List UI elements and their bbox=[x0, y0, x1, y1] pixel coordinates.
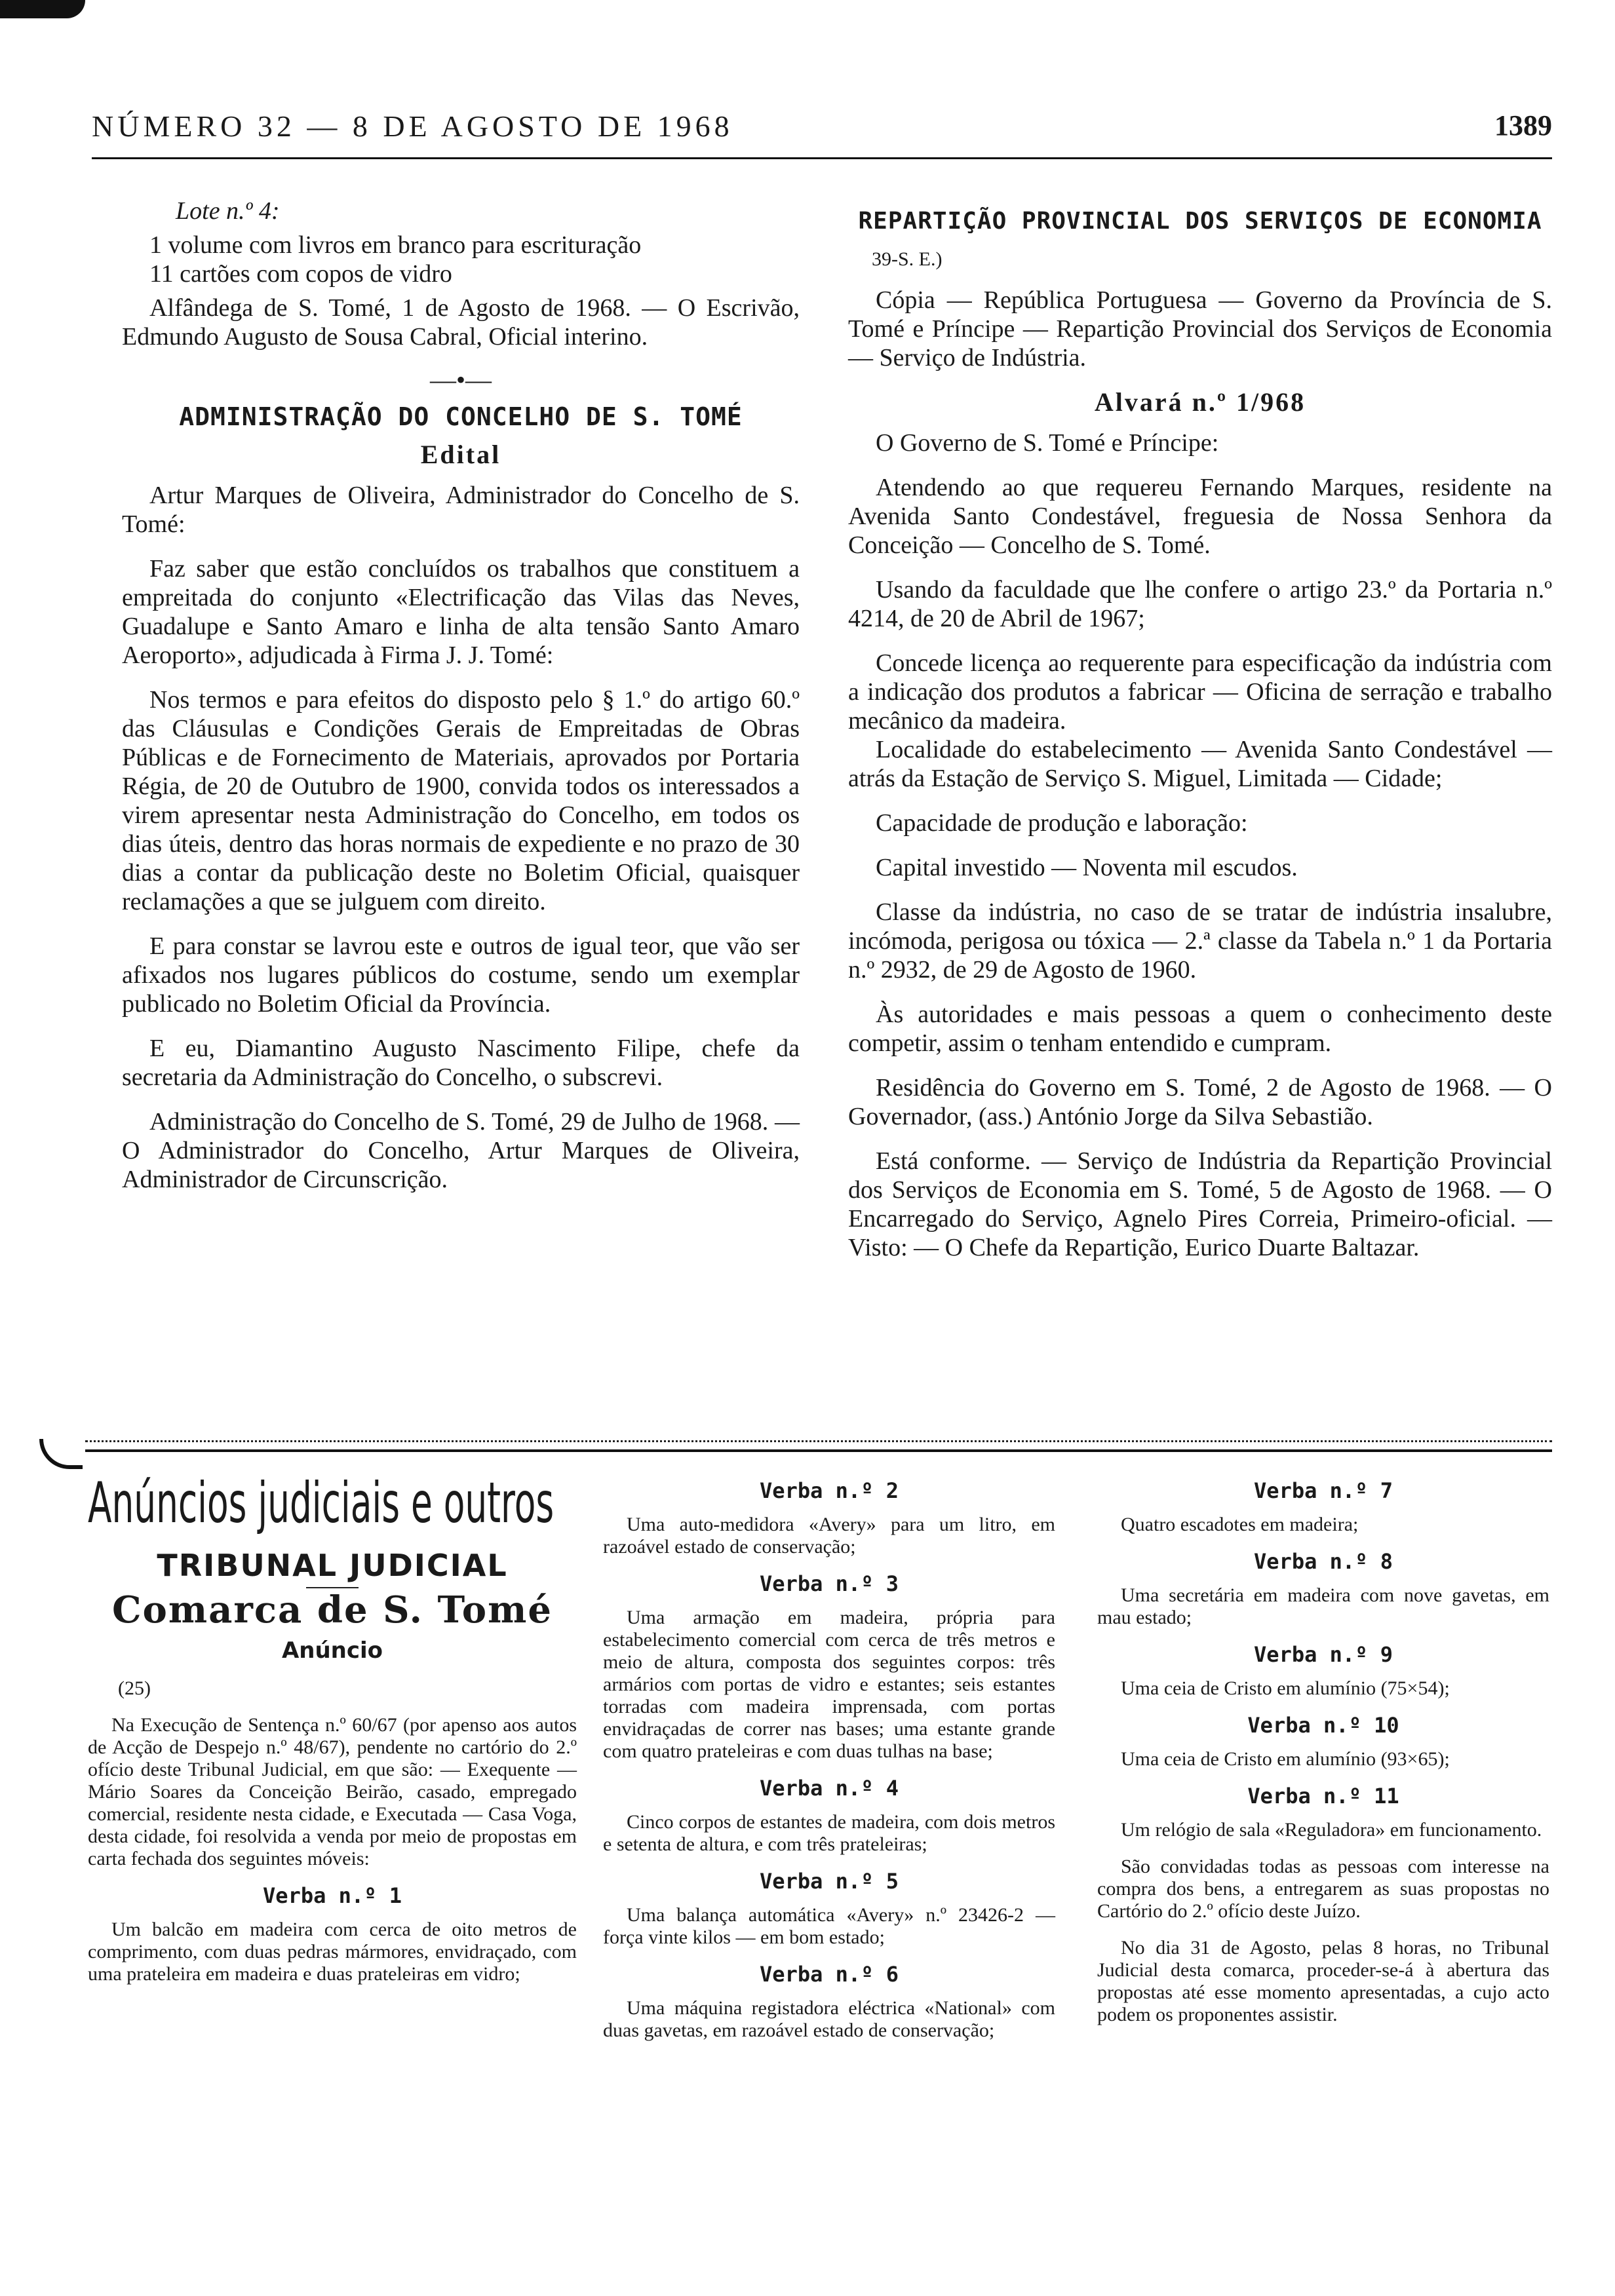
paragraph: O Governo de S. Tomé e Príncipe: bbox=[876, 429, 1219, 457]
paragraph: Localidade do estabelecimento — Avenida Santo Condestável — atrás da Estação de Serviço S. Miguel, Limitada — Cidade; bbox=[848, 736, 1552, 792]
section-subtitle: Edital bbox=[420, 440, 501, 469]
verba-title: Verba n.º 8 bbox=[1254, 1549, 1393, 1574]
paragraph: Atendendo ao que requereu Fernando Marques, residente na Avenida Santo Condestável, freguesia de Nossa Senhora da Conceição — Concelho de S. Tomé. bbox=[848, 474, 1552, 559]
lote-block bbox=[122, 197, 800, 351]
section-rule bbox=[85, 1449, 1552, 1452]
verba-text: Cinco corpos de estantes de madeira, com dois metros e setenta de altura, e com três prateleiras; bbox=[603, 1811, 1055, 1855]
verba-text: Quatro escadotes em madeira; bbox=[1121, 1514, 1359, 1535]
verba-title: Verba n.º 7 bbox=[1254, 1478, 1393, 1503]
verba-text: Uma secretária em madeira com nove gavetas, em mau estado; bbox=[1097, 1584, 1549, 1628]
verba-title: Verba n.º 9 bbox=[1254, 1642, 1393, 1667]
closing-paragraph: São convidadas todas as pessoas com interesse na compra dos bens, a entregarem as suas propostas no Cartório do 2.º ofício deste Juízo. bbox=[1097, 1856, 1549, 1922]
verba-title: Verba n.º 3 bbox=[760, 1571, 899, 1596]
verba-text: Uma ceia de Cristo em alumínio (93×65); bbox=[1121, 1748, 1450, 1770]
verba-title: Verba n.º 2 bbox=[760, 1478, 899, 1503]
big-title: Anúncios judiciais e outros bbox=[88, 1470, 555, 1536]
issue-date: NÚMERO 32 — 8 DE AGOSTO DE 1968 bbox=[92, 109, 733, 143]
paragraph: Faz saber que estão concluídos os trabalhos que constituem a empreitada do conjunto «Electrificação das Vilas das Neves, Guadalupe e Santo Amaro e linha de alta tensão Santo Amaro Aeroporto», adjudicada à Firma J. J. Tomé: bbox=[122, 555, 800, 669]
closing-paragraph: No dia 31 de Agosto, pelas 8 horas, no Tribunal Judicial desta comarca, proceder-se-á à abertura das propostas até esse momento apresentadas, a cujo acto podem os proponentes assistir. bbox=[1097, 1937, 1549, 2025]
paragraph: Está conforme. — Serviço de Indústria da Repartição Provincial dos Serviços de Economia em S. Tomé, 5 de Agosto de 1968. — O Encarregado do Serviço, Agnelo Pires Correia, Primeiro-oficial. — Visto: — O Chefe da Repartição, Eurico Duarte Baltazar. bbox=[848, 1147, 1552, 1261]
left-column bbox=[122, 197, 800, 1210]
bottom-left-column bbox=[88, 1472, 577, 2000]
page-header bbox=[92, 105, 1552, 159]
verba-text: Uma auto-medidora «Avery» para um litro, em razoável estado de conservação; bbox=[603, 1514, 1055, 1558]
verba-text: Uma ceia de Cristo em alumínio (75×54); bbox=[1121, 1677, 1450, 1699]
paragraph: Nos termos e para efeitos do disposto pelo § 1.º do artigo 60.º das Cláusulas e Condições Gerais de Empreitadas de Obras Públicas e de Fornecimento de Materiais, aprovados por Portaria Régia, de 20 de Outubro de 1900, convida todos os interessados a virem apresentar nesta Administração do Concelho, em todos os dias úteis, dentro das horas normais de expediente e no prazo de 30 dias a contar da publicação deste no Boletim Oficial, quaisquer reclamações a que se julguem com direito. bbox=[122, 686, 800, 915]
paragraph: Na Execução de Sentença n.º 60/67 (por apenso aos autos de Acção de Despejo n.º 48/67), pendente no cartório do 2.º ofício deste Tribunal Judicial, em que são: — Exequente — Mário Soares da Conceição Beirão, casado, empregado comercial, residente nesta cidade, e Executada — Casa Voga, desta cidade, foi resolvida a venda por meio de propostas em carta fechada dos seguintes móveis: bbox=[88, 1714, 577, 1869]
bottom-middle-column bbox=[603, 1476, 1055, 2056]
lote-signature: Alfândega de S. Tomé, 1 de Agosto de 1968. — O Escrivão, Edmundo Augusto de Sousa Cabral, Oficial interino. bbox=[122, 294, 800, 351]
tribunal-title: TRIBUNAL JUDICIAL bbox=[157, 1548, 508, 1583]
section-subtitle: Alvará n.º 1/968 bbox=[1094, 387, 1306, 417]
lote-title: Lote n.º 4: bbox=[176, 197, 280, 225]
verba-text: Uma balança automática «Avery» n.º 23426-2 — força vinte kilos — em bom estado; bbox=[603, 1904, 1055, 1948]
reference: 39-S. E.) bbox=[872, 248, 943, 270]
reference-number: (25) bbox=[118, 1677, 151, 1699]
scan-smudge bbox=[0, 0, 85, 18]
verba-text: Um relógio de sala «Reguladora» em funcionamento. bbox=[1121, 1819, 1542, 1841]
section-title: ADMINISTRAÇÃO DO CONCELHO DE S. TOMÉ bbox=[179, 402, 743, 431]
paragraph: Residência do Governo em S. Tomé, 2 de Agosto de 1968. — O Governador, (ass.) António Jorge da Silva Sebastião. bbox=[848, 1074, 1552, 1130]
dotted-rule bbox=[85, 1434, 1552, 1442]
anuncio-title: Anúncio bbox=[281, 1637, 383, 1664]
paragraph: Capital investido — Noventa mil escudos. bbox=[876, 854, 1298, 881]
verba-title: Verba n.º 6 bbox=[760, 1962, 899, 1987]
verba-title: Verba n.º 1 bbox=[263, 1883, 402, 1908]
lote-item: 1 volume com livros em branco para escrituração bbox=[149, 231, 642, 259]
verba-text: Um balcão em madeira com cerca de oito metros de comprimento, com duas pedras mármores, envidraçado, com uma prateleira em madeira e duas prateleiras em vidro; bbox=[88, 1919, 577, 1985]
margin-mark bbox=[39, 1439, 83, 1469]
verba-text: Uma máquina registadora eléctrica «National» com duas gavetas, em razoável estado de conservação; bbox=[603, 1997, 1055, 2041]
right-column bbox=[848, 207, 1552, 1278]
intro-paragraph: Cópia — República Portuguesa — Governo da Província de S. Tomé e Príncipe — Repartição Provincial dos Serviços de Economia — Serviço de Indústria. bbox=[848, 286, 1552, 372]
page-number: 1389 bbox=[1494, 109, 1552, 142]
paragraph: Concede licença ao requerente para especificação da indústria com a indicação dos produtos a fabricar — Oficina de serração e trabalho mecânico da madeira. bbox=[848, 649, 1552, 735]
paragraph: E eu, Diamantino Augusto Nascimento Filipe, chefe da secretaria da Administração do Concelho, o subscrevi. bbox=[122, 1035, 800, 1091]
verba-title: Verba n.º 11 bbox=[1247, 1784, 1399, 1808]
verba-title: Verba n.º 5 bbox=[760, 1869, 899, 1894]
bottom-right-column bbox=[1097, 1476, 1549, 2040]
paragraph: Às autoridades e mais pessoas a quem o conhecimento deste competir, assim o tenham entendido e cumpram. bbox=[848, 1001, 1552, 1057]
verba-title: Verba n.º 4 bbox=[760, 1776, 899, 1801]
paragraph: Capacidade de produção e laboração: bbox=[876, 809, 1248, 837]
paragraph: Usando da faculdade que lhe confere o artigo 23.º da Portaria n.º 4214, de 20 de Abril de 1967; bbox=[848, 576, 1552, 632]
verba-text: Uma armação em madeira, própria para estabelecimento comercial com cerca de três metros e meio de altura, composta dos seguintes corpos: três armários com portas de vidro e estantes; seis estantes torradas com madeira imprensada, com portas envidraçadas de correr nas bases; uma estante grande com quatro prateleiras e com duas tulhas na base; bbox=[603, 1607, 1055, 1762]
ornament-divider: —•— bbox=[429, 365, 492, 394]
comarca-title: Comarca de S. Tomé bbox=[111, 1588, 553, 1632]
section-title: REPARTIÇÃO PROVINCIAL DOS SERVIÇOS DE ECONOMIA bbox=[858, 208, 1542, 235]
paragraph: Classe da indústria, no caso de se tratar de indústria insalubre, incómoda, perigosa ou tóxica — 2.ª classe da Tabela n.º 1 da Portaria n.º 2932, de 29 de Agosto de 1960. bbox=[848, 898, 1552, 984]
lote-item: 11 cartões com copos de vidro bbox=[149, 260, 452, 288]
paragraph: E para constar se lavrou este e outros de igual teor, que vão ser afixados nos lugares públicos do costume, sendo um exemplar publicado no Boletim Oficial da Província. bbox=[122, 932, 800, 1018]
paragraph: Artur Marques de Oliveira, Administrador do Concelho de S. Tomé: bbox=[122, 482, 800, 538]
paragraph: Administração do Concelho de S. Tomé, 29 de Julho de 1968. — O Administrador do Concelho, Artur Marques de Oliveira, Administrador de Circunscrição. bbox=[122, 1108, 800, 1193]
verba-title: Verba n.º 10 bbox=[1247, 1713, 1399, 1738]
